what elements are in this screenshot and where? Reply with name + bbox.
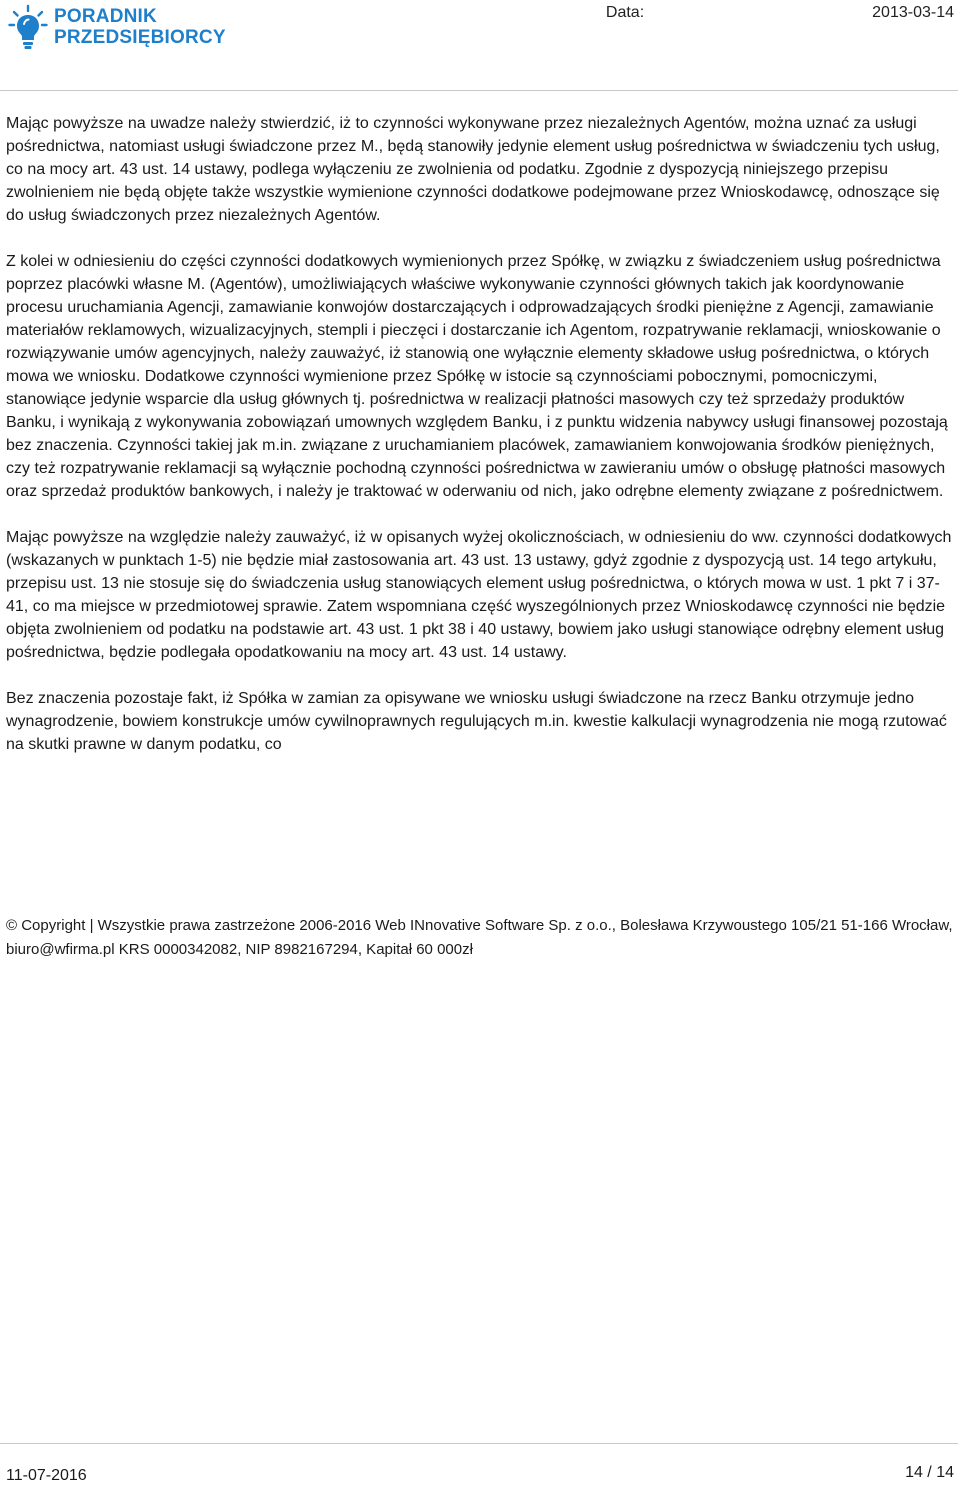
print-date: 11-07-2016 — [6, 1467, 87, 1484]
paragraph: Mając powyższe na uwadze należy stwierdzić, iż to czynności wykonywane przez niezależnych Agentów, można uznać za usługi pośrednictwa, natomiast usługi świadczone przez M., będą stanowiły jedynie element usług pośrednictwa w świadczeniu tych usług, co na mocy art. 43 ust. 14 ustawy, podlega wyłączeniu ze zwolnienia od podatku. Zgodnie z dyspozycją niniejszego przepisu zwolnieniem nie będą objęte także wszystkie wymienione czynności dodatkowe podejmowane przez Wnioskodawcę, odnoszące się do usług świadczonych przez niezależnych Agentów. — [6, 115, 940, 224]
footer-divider — [0, 1443, 958, 1444]
copyright-notice: © Copyright | Wszystkie prawa zastrzeżone 2006-2016 Web INnovative Software Sp. z o.o., Bolesława Krzywoustego 105/21 51-166 Wrocław, biuro@wfirma.pl KRS 0000342082, NIP 8982167294, Kapitał 60 000zł — [6, 917, 953, 958]
logo-text — [54, 6, 226, 48]
paragraph: Bez znaczenia pozostaje fakt, iż Spółka w zamian za opisywane we wniosku usługi świadczone na rzecz Banku otrzymuje jedno wynagrodzenie, bowiem konstrukcje umów cywilnoprawnych regulujących m.in. kwestie kalkulacji wynagrodzenia nie mogą rzutować na skutki prawne w danym podatku, co — [6, 690, 947, 753]
logo-line-2: PRZEDSIĘBIORCY — [54, 27, 226, 48]
lightbulb-icon — [8, 4, 48, 50]
date-label: Data: — [605, 4, 645, 21]
document-body — [6, 112, 954, 779]
header-divider — [0, 90, 958, 91]
paragraph: Mając powyższe na względzie należy zauważyć, iż w opisanych wyżej okolicznościach, w odniesieniu do ww. czynności dodatkowych (wskazanych w punktach 1-5) nie będzie miał zastosowania art. 43 ust. 13 ustawy, gdyż zgodnie z dyspozycją ust. 14 tego artykułu, przepisu ust. 13 nie stosuje się do świadczenia usług stanowiących element usług pośrednictwa, o których mowa w ust. 1 pkt 7 i 37-41, co ma miejsce w przedmiotowej sprawie. Zatem wspomniana część wyszególnionych przez Wnioskodawcę czynności nie będzie objęta zwolnieniem od podatku na podstawie art. 43 ust. 1 pkt 38 i 40 ustawy, bowiem jako usługi stanowiące odrębny element usług pośrednictwa, będzie podlegała opodatkowaniu na mocy art. 43 ust. 14 ustawy. — [6, 529, 952, 661]
logo[interactable] — [8, 4, 226, 50]
date-block — [606, 4, 954, 22]
date-value: 2013-03-14 — [872, 4, 954, 21]
page-number: 14 / 14 — [905, 1464, 954, 1481]
page-header — [0, 0, 960, 90]
logo-line-1: PORADNIK — [54, 6, 157, 27]
paragraph: Z kolei w odniesieniu do części czynności dodatkowych wymienionych przez Spółkę, w związku z świadczeniem usług pośrednictwa poprzez placówki własne M. (Agentów), umożliwiających właściwe wykonywanie czynności głównych takich jak koordynowanie procesu uruchamiania Agencji, zamawianie konwojów dostarczających i odprowadzających środki pieniężne z Agencji, zamawianie materiałów reklamowych, wizualizacyjnych, stempli i pieczęci i dostarczanie ich Agentom, rozpatrywanie reklamacji, wnioskowanie o rozwiązywanie umów agencyjnych, należy zauważyć, iż stanowią one wyłącznie elementy składowe usług pośrednictwa, o których mowa we wniosku. Dodatkowe czynności wymienione przez Spółkę w istocie są czynnościami pobocznymi, pomocniczymi, stanowiące jedynie wsparcie dla usług głównych tj. pośrednictwa w realizacji płatności masowych czy też sprzedaży produktów Banku, i wynikają z wykonywania zobowiązań umownych względem Banku, i z punktu widzenia nabywcy usługi finansowej pozostają bez znaczenia. Czynności takiej jak m.in. związane z uruchamianiem placówek, zamawianiem konwojowania środków pieniężnych, czy też rozpatrywanie reklamacji są wyłącznie pochodną czynności pośrednictwa w zawieraniu umów o obsługę płatności masowych oraz sprzedaż produktów bankowych, i należy je traktować w oderwaniu od nich, jako odrębne elementy związane z pośrednictwem. — [6, 253, 948, 500]
